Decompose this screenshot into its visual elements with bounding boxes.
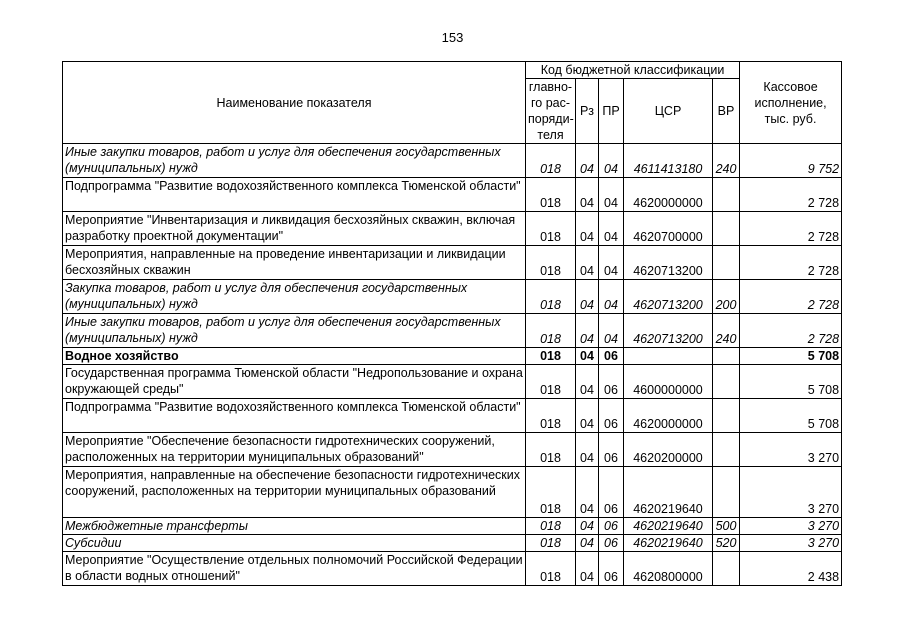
cell-main-administrator: 018	[526, 178, 576, 212]
cell-name: Субсидии	[63, 535, 526, 552]
cell-vr	[713, 178, 740, 212]
cell-vr: 200	[713, 280, 740, 314]
cell-main-administrator: 018	[526, 552, 576, 586]
header-pr: ПР	[599, 79, 624, 144]
cell-csr	[624, 348, 713, 365]
cell-rz: 04	[576, 280, 599, 314]
cell-amount: 3 270	[740, 433, 842, 467]
cell-amount: 5 708	[740, 348, 842, 365]
cell-amount: 2 438	[740, 552, 842, 586]
cell-rz: 04	[576, 314, 599, 348]
cell-amount: 3 270	[740, 518, 842, 535]
cell-name: Мероприятие "Инвентаризация и ликвидация бесхозяйных скважин, включая разработку проектной документации"	[63, 212, 526, 246]
header-name: Наименование показателя	[63, 62, 526, 144]
cell-csr: 4620200000	[624, 433, 713, 467]
cell-vr	[713, 552, 740, 586]
cell-main-administrator: 018	[526, 365, 576, 399]
cell-main-administrator: 018	[526, 535, 576, 552]
cell-vr: 240	[713, 314, 740, 348]
header-csr: ЦСР	[624, 79, 713, 144]
cell-csr: 4620219640	[624, 535, 713, 552]
cell-vr	[713, 399, 740, 433]
cell-amount: 5 708	[740, 365, 842, 399]
cell-amount: 9 752	[740, 144, 842, 178]
cell-csr: 4600000000	[624, 365, 713, 399]
cell-csr: 4620219640	[624, 518, 713, 535]
cell-pr: 06	[599, 535, 624, 552]
cell-csr: 4620713200	[624, 246, 713, 280]
cell-name: Иные закупки товаров, работ и услуг для обеспечения государственных (муниципальных) нужд	[63, 144, 526, 178]
cell-rz: 04	[576, 552, 599, 586]
page-number: 153	[441, 30, 464, 45]
cell-pr: 04	[599, 178, 624, 212]
header-rz: Рз	[576, 79, 599, 144]
cell-main-administrator: 018	[526, 433, 576, 467]
cell-name: Подпрограмма "Развитие водохозяйственного комплекса Тюменской области"	[63, 399, 526, 433]
cell-pr: 06	[599, 433, 624, 467]
cell-name: Мероприятия, направленные на проведение инвентаризации и ликвидации бесхозяйных скважин	[63, 246, 526, 280]
cell-vr	[713, 365, 740, 399]
table-row	[63, 399, 842, 433]
cell-name: Мероприятие "Обеспечение безопасности гидротехнических сооружений, расположенных на территории муниципальных образований"	[63, 433, 526, 467]
cell-rz: 04	[576, 348, 599, 365]
table-row	[63, 552, 842, 586]
cell-name: Государственная программа Тюменской области "Недропользование и охрана окружающей среды"	[63, 365, 526, 399]
cell-rz: 04	[576, 518, 599, 535]
cell-rz: 04	[576, 433, 599, 467]
cell-pr: 06	[599, 348, 624, 365]
cell-pr: 06	[599, 552, 624, 586]
cell-vr	[713, 246, 740, 280]
cell-pr: 06	[599, 467, 624, 518]
cell-main-administrator: 018	[526, 246, 576, 280]
cell-main-administrator: 018	[526, 212, 576, 246]
cell-pr: 04	[599, 246, 624, 280]
table-row	[63, 467, 842, 518]
cell-name: Межбюджетные трансферты	[63, 518, 526, 535]
cell-pr: 04	[599, 314, 624, 348]
cell-name: Иные закупки товаров, работ и услуг для обеспечения государственных (муниципальных) нужд	[63, 314, 526, 348]
cell-amount: 2 728	[740, 280, 842, 314]
cell-amount: 2 728	[740, 246, 842, 280]
cell-vr	[713, 348, 740, 365]
table-row	[63, 365, 842, 399]
header-main-administrator: главно-го рас-поряди-теля	[526, 79, 576, 144]
table-row	[63, 433, 842, 467]
cell-main-administrator: 018	[526, 280, 576, 314]
cell-pr: 04	[599, 280, 624, 314]
cell-main-administrator: 018	[526, 314, 576, 348]
cell-main-administrator: 018	[526, 144, 576, 178]
cell-name: Подпрограмма "Развитие водохозяйственного комплекса Тюменской области"	[63, 178, 526, 212]
header-amount: Кассовое исполнение, тыс. руб.	[740, 62, 842, 144]
table-row	[63, 144, 842, 178]
cell-csr: 4620800000	[624, 552, 713, 586]
cell-csr: 4620713200	[624, 314, 713, 348]
cell-rz: 04	[576, 246, 599, 280]
cell-rz: 04	[576, 399, 599, 433]
cell-name: Водное хозяйство	[63, 348, 526, 365]
cell-vr	[713, 212, 740, 246]
cell-rz: 04	[576, 535, 599, 552]
cell-rz: 04	[576, 467, 599, 518]
cell-vr	[713, 467, 740, 518]
header-vr: ВР	[713, 79, 740, 144]
cell-amount: 3 270	[740, 535, 842, 552]
cell-main-administrator: 018	[526, 399, 576, 433]
cell-name: Мероприятия, направленные на обеспечение безопасности гидротехнических сооружений, расположенных на территории муниципальных образований	[63, 467, 526, 518]
cell-csr: 4620000000	[624, 399, 713, 433]
cell-rz: 04	[576, 178, 599, 212]
table-row	[63, 535, 842, 552]
cell-csr: 4620000000	[624, 178, 713, 212]
cell-vr: 500	[713, 518, 740, 535]
cell-amount: 2 728	[740, 314, 842, 348]
cell-csr: 4611413180	[624, 144, 713, 178]
cell-amount: 5 708	[740, 399, 842, 433]
table-row	[63, 280, 842, 314]
cell-csr: 4620713200	[624, 280, 713, 314]
cell-csr: 4620219640	[624, 467, 713, 518]
cell-pr: 06	[599, 399, 624, 433]
cell-main-administrator: 018	[526, 348, 576, 365]
table-row	[63, 518, 842, 535]
cell-vr: 520	[713, 535, 740, 552]
cell-rz: 04	[576, 212, 599, 246]
table-row	[63, 314, 842, 348]
cell-pr: 06	[599, 518, 624, 535]
cell-vr	[713, 433, 740, 467]
cell-amount: 3 270	[740, 467, 842, 518]
header-code-group: Код бюджетной классификации	[526, 62, 740, 79]
cell-main-administrator: 018	[526, 518, 576, 535]
table-row	[63, 246, 842, 280]
cell-vr: 240	[713, 144, 740, 178]
cell-rz: 04	[576, 365, 599, 399]
table-row	[63, 178, 842, 212]
cell-pr: 04	[599, 212, 624, 246]
cell-main-administrator: 018	[526, 467, 576, 518]
cell-rz: 04	[576, 144, 599, 178]
cell-name: Мероприятие "Осуществление отдельных полномочий Российской Федерации в области водных отношений"	[63, 552, 526, 586]
cell-pr: 04	[599, 144, 624, 178]
budget-table	[62, 61, 842, 586]
table-body	[63, 144, 842, 586]
cell-amount: 2 728	[740, 212, 842, 246]
cell-pr: 06	[599, 365, 624, 399]
cell-amount: 2 728	[740, 178, 842, 212]
cell-csr: 4620700000	[624, 212, 713, 246]
table-row	[63, 348, 842, 365]
table-row	[63, 212, 842, 246]
cell-name: Закупка товаров, работ и услуг для обеспечения государственных (муниципальных) нужд	[63, 280, 526, 314]
